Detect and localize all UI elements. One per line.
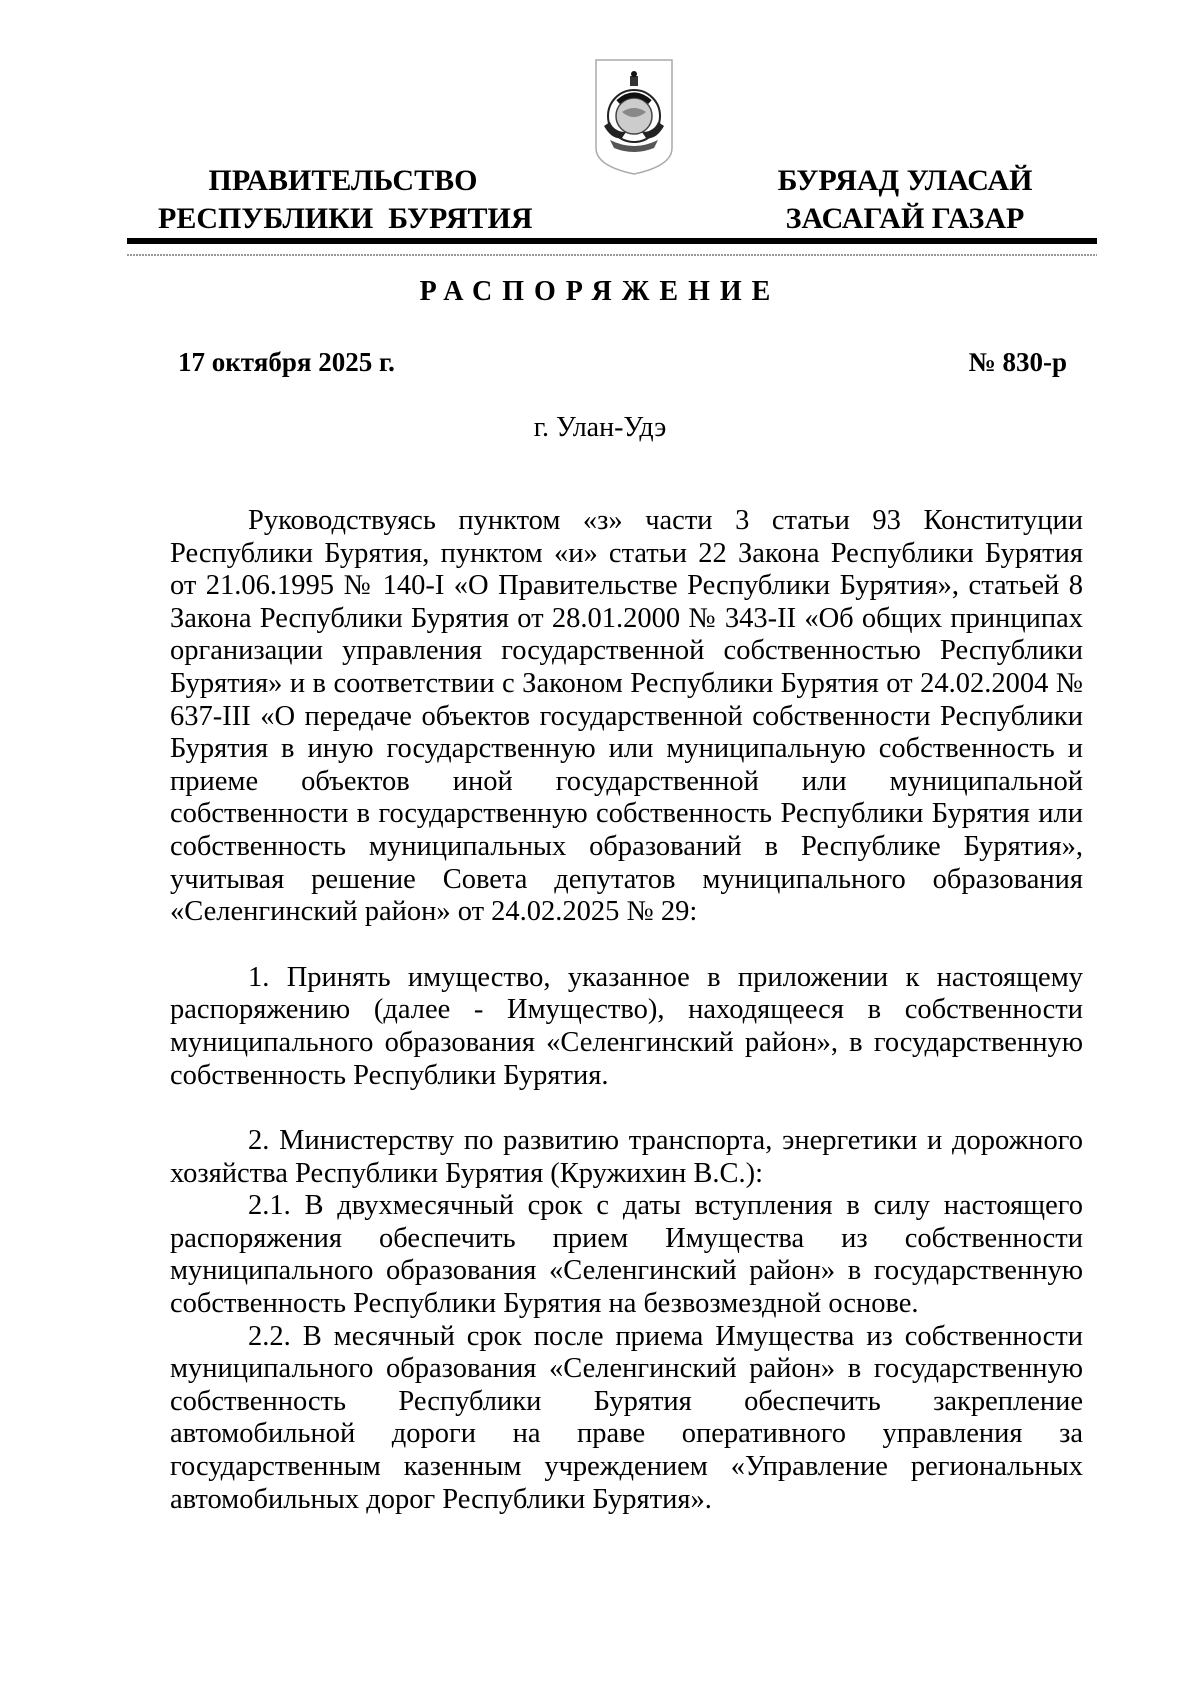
org-name-buryat: [755, 162, 1055, 238]
document-number: № 830-р: [968, 347, 1067, 377]
document-city: г. Улан-Удэ: [533, 412, 667, 443]
preamble-paragraph: Руководствуясь пунктом «з» части 3 статьи 93 Конституции Республики Бурятия, пунктом «и» статьи 22 Закона Республики Бурятия от 21.06.1995 № 140-I «О Правительстве Республики Бурятия», статьей 8 Закона Республики Бурятия от 28.01.2000 № 343-II «Об общих принципах организации управления государственной собственностью Республики Бурятия» и в соответствии с Законом Республики Бурятия от 24.02.2004 № 637-III «О передаче объектов государственной собственности Республики Бурятия в иную государственную или муниципальную собственность и приеме объектов иной государственной или муниципальной собственности в государственную собственность Республики Бурятия или собственность муниципальных образований в Республике Бурятия», учитывая решение Совета депутатов муниципального образования «Селенгинский район» от 24.02.2025 № 29:: [170, 505, 1083, 928]
org-name-buryat-line2: ЗАСАГАЙ ГАЗАР: [785, 202, 1025, 235]
document-type-title: РАСПОРЯЖЕНИЕ: [419, 276, 781, 307]
header-divider-thick: [127, 238, 1097, 244]
org-name-buryat-line1: БУРЯАД УЛАСАЙ: [777, 164, 1033, 197]
document-date: 17 октября 2025 г.: [178, 347, 395, 377]
item-1-paragraph: 1. Принять имущество, указанное в приложении к настоящему распоряжению (далее - Имущество), находящееся в собственности муниципального образования «Селенгинский район», в государственную собственность Республики Бурятия.: [170, 961, 1083, 1091]
coat-of-arms-icon: [592, 56, 676, 178]
org-name-russian-line1: ПРАВИТЕЛЬСТВО: [208, 164, 478, 197]
header-divider-thin: [127, 254, 1097, 256]
org-name-russian-line2: РЕСПУБЛИКИ БУРЯТИЯ: [158, 202, 533, 235]
item-2-1-paragraph: 2.1. В двухмесячный срок с даты вступления в силу настоящего распоряжения обеспечить прием Имущества из собственности муниципального образования «Селенгинский район» в государственную собственность Республики Бурятия на безвозмездной основе.: [170, 1190, 1083, 1320]
item-2-paragraph: 2. Министерству по развитию транспорта, энергетики и дорожного хозяйства Республики Бурятия (Кружихин В.С.):: [170, 1125, 1083, 1189]
document-body: [170, 505, 1083, 1516]
item-2-2-paragraph: 2.2. В месячный срок после приема Имущества из собственности муниципального образования «Селенгинский район» в государственную собственность Республики Бурятия обеспечить закрепление автомобильной дороги на праве оперативного управления за государственным казенным учреждением «Управление региональных автомобильных дорог Республики Бурятия».: [170, 1320, 1083, 1515]
org-name-russian: [158, 162, 533, 238]
